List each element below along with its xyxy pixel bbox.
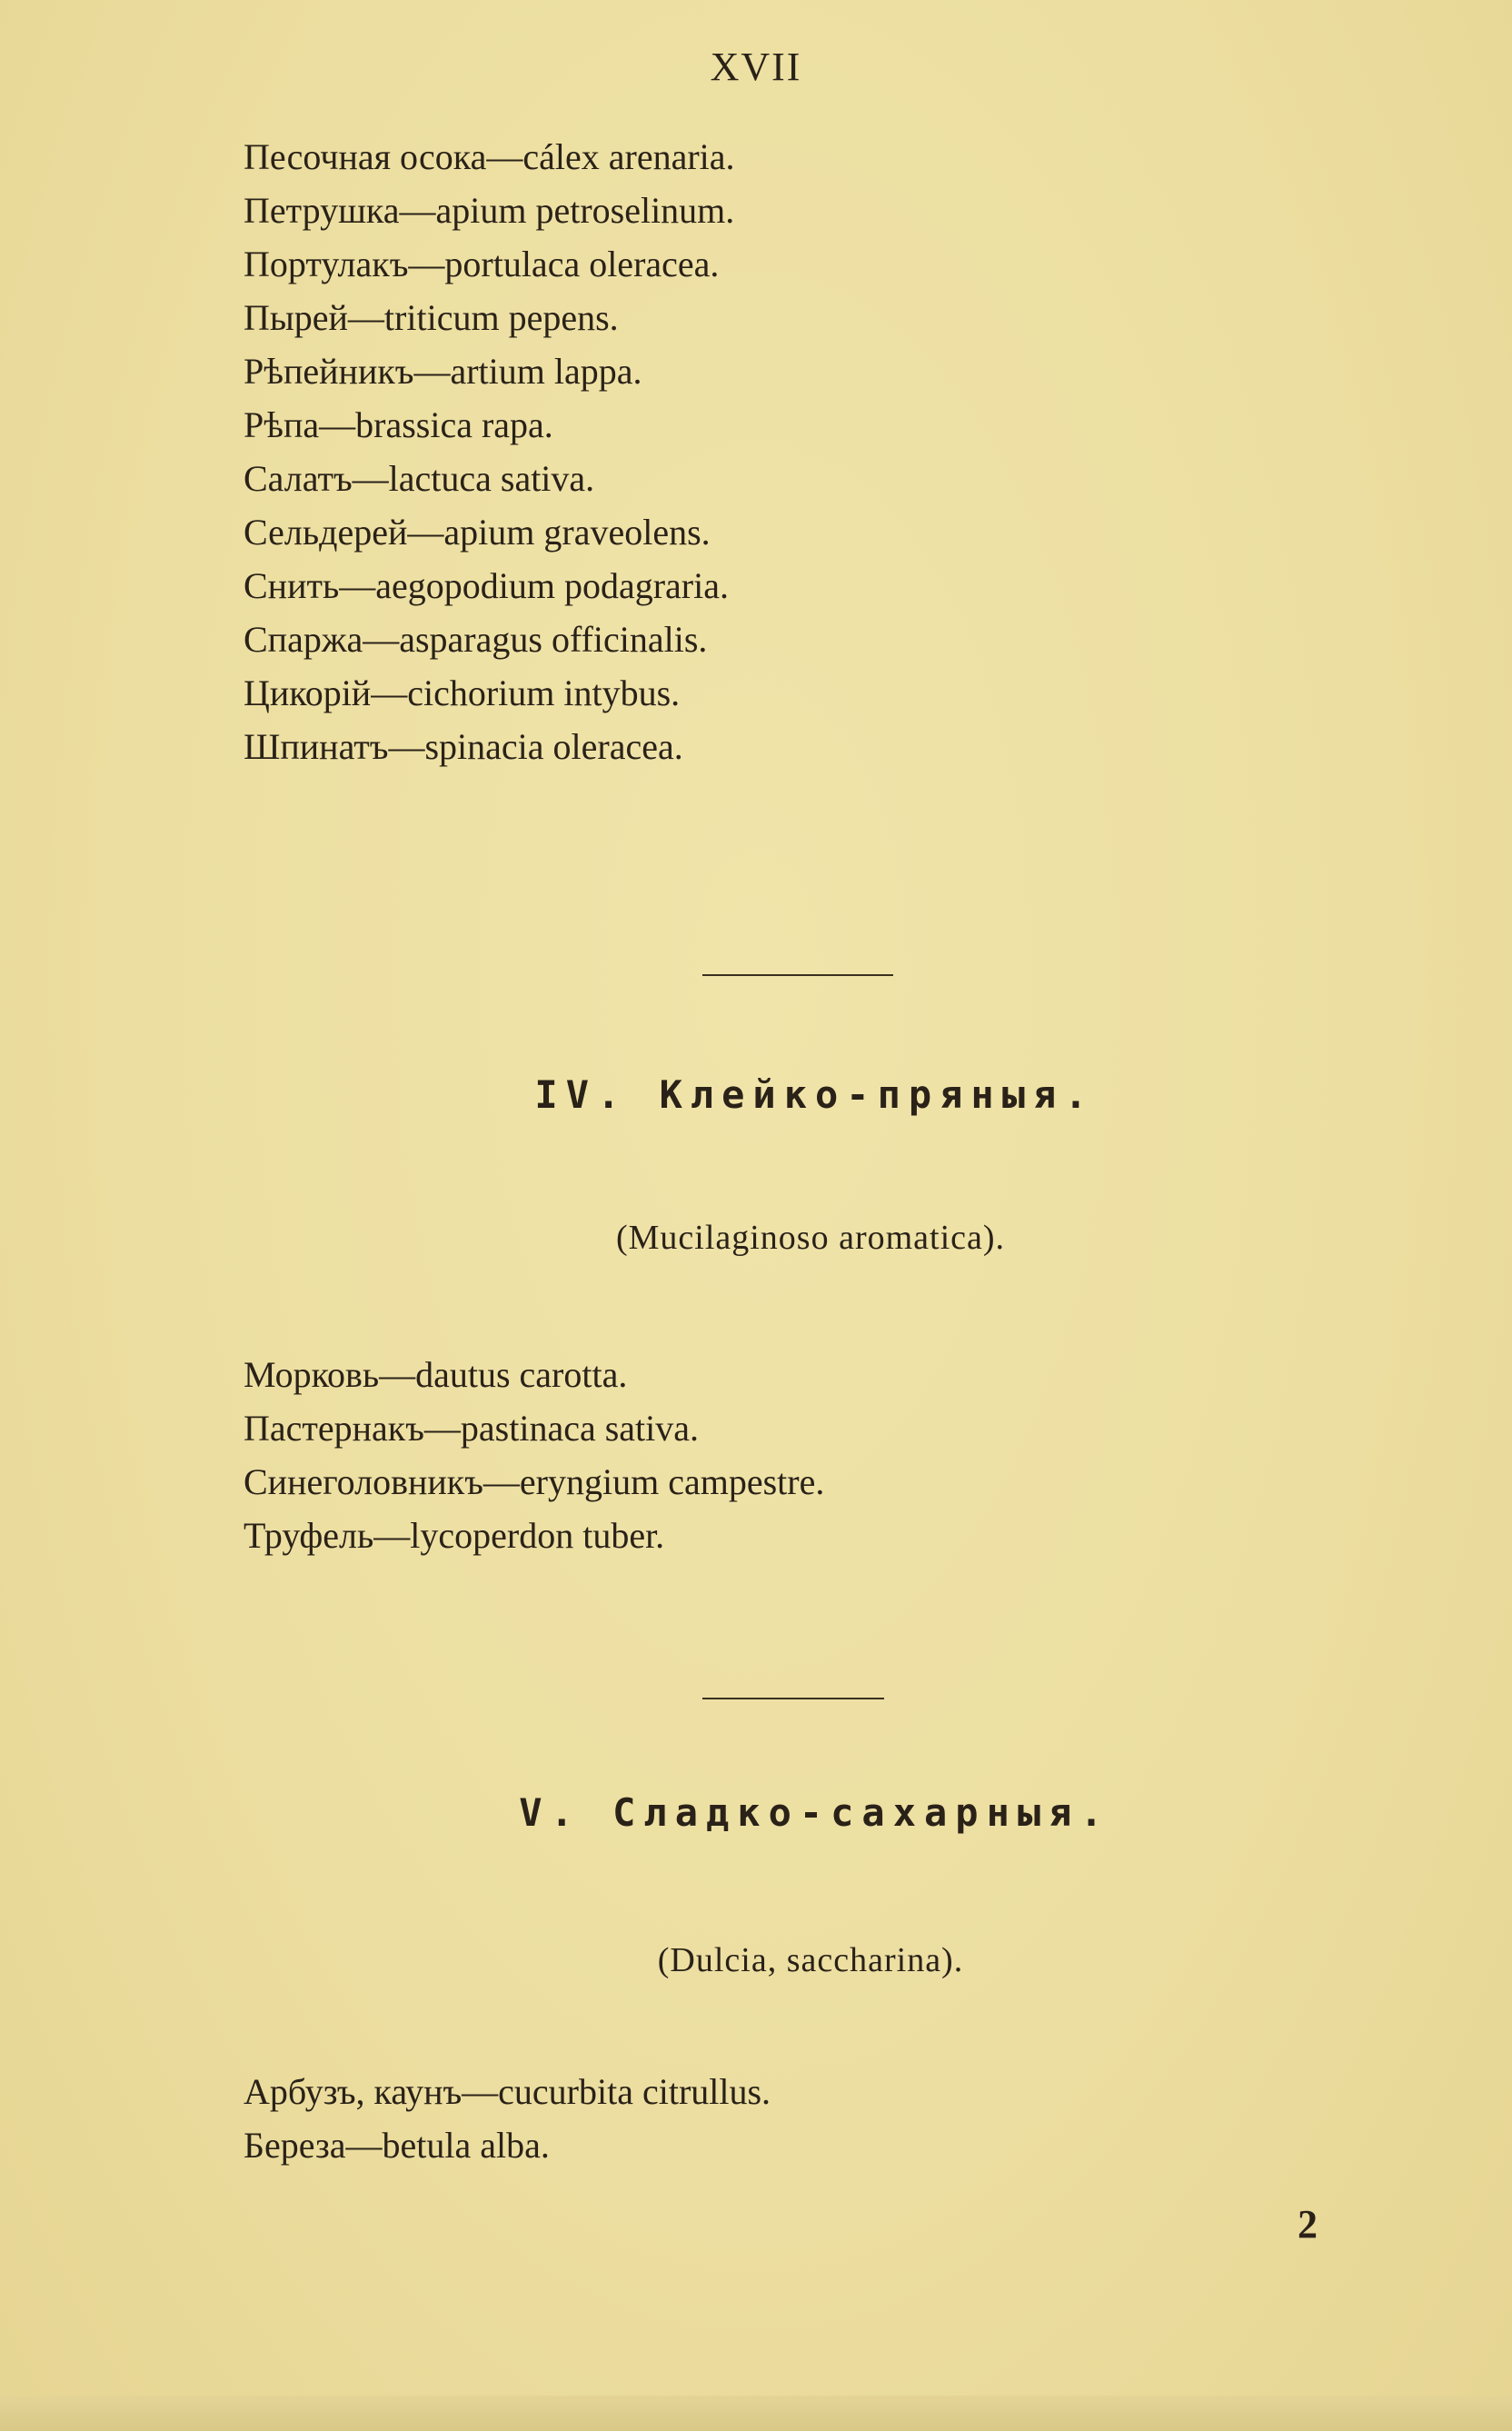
list-item: Рѣпа—brassica rapa.	[244, 404, 553, 445]
list-item: Спаржа—asparagus officinalis.	[244, 619, 708, 660]
list-item: Пастернакъ—pastinaca sativa.	[244, 1408, 700, 1449]
list-item: Морковь—dautus carotta.	[244, 1354, 628, 1395]
list-item: Синеголовникъ—eryngium campestre.	[244, 1461, 825, 1502]
list-item: Снить—aegopodium podagraria.	[244, 565, 729, 606]
list-item: Сельдерей—apium graveolens.	[244, 512, 711, 553]
section-heading-iv: IV. Клейко-пряныя.	[534, 1072, 1096, 1117]
section-subheading-iv: (Mucilaginoso aromatica).	[615, 1219, 1006, 1257]
page-edge	[0, 2396, 1512, 2431]
plant-list-top	[244, 135, 735, 778]
section-divider	[702, 1698, 884, 1699]
list-item: Береза—betula alba.	[244, 2125, 550, 2166]
list-item: Петрушка—apium petroselinum.	[244, 190, 735, 231]
list-item: Салатъ—lactuca sativa.	[244, 458, 595, 499]
list-item: Труфель—lycoperdon tuber.	[244, 1515, 665, 1556]
plant-list-section-iv	[244, 1352, 824, 1567]
list-item: Шпинатъ—spinacia oleracea.	[244, 726, 683, 767]
page-number: XVII	[710, 45, 802, 89]
list-item: Пырей—triticum pepens.	[244, 297, 619, 338]
section-heading-v: V. Сладко-сахарныя.	[519, 1790, 1111, 1835]
list-item: Портулакъ—portulaca oleracea.	[244, 244, 720, 284]
list-item: Цикорій—cichorium intybus.	[244, 673, 681, 713]
plant-list-section-v	[244, 2069, 771, 2177]
section-divider	[702, 974, 893, 976]
list-item: Арбузъ, каунъ—cucurbita citrullus.	[244, 2071, 771, 2112]
list-item: Рѣпейникъ—artium lappa.	[244, 351, 642, 392]
section-subheading-v: (Dulcia, saccharina).	[657, 1941, 964, 1979]
signature-mark: 2	[1298, 2202, 1318, 2247]
list-item: Песочная осока—cálex arenaria.	[244, 136, 735, 177]
